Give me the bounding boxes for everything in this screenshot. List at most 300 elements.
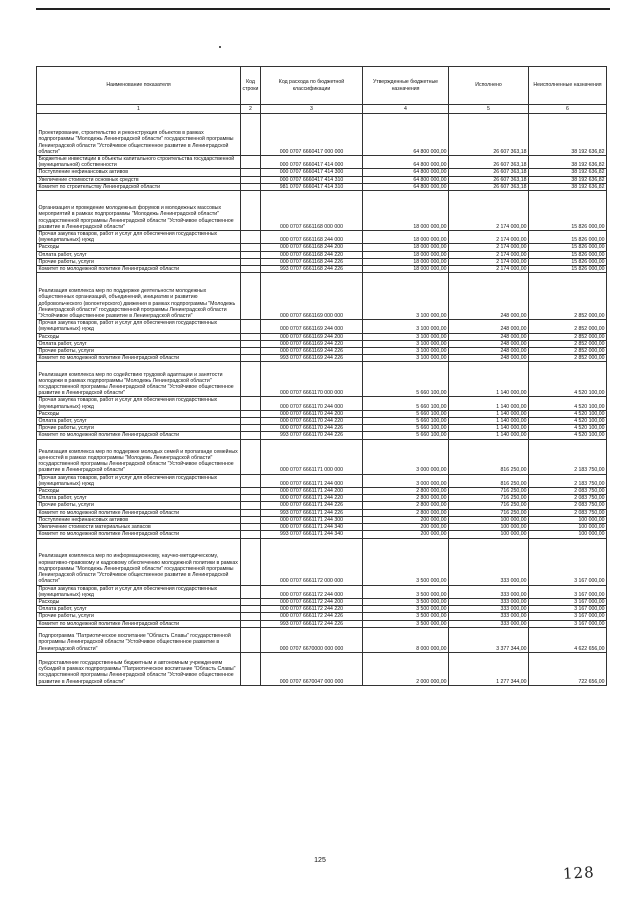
row-approved-amount: 3 500 000,00: [363, 613, 449, 620]
row-expense-code: 000 0707 6661170 000 000: [261, 362, 363, 397]
row-unexecuted-amount: 2 083 750,00: [529, 509, 607, 516]
row-executed-amount: 2 174 000,00: [449, 266, 529, 273]
row-unexecuted-amount: 2 852 000,00: [529, 333, 607, 340]
table-row: [37, 340, 607, 347]
row-indicator-name: Прочие работы, услуги: [37, 425, 241, 432]
row-unexecuted-amount: 4 520 100,00: [529, 425, 607, 432]
row-executed-amount: 716 250,00: [449, 502, 529, 509]
row-expense-code: 000 0707 6661170 244 200: [261, 410, 363, 417]
row-executed-amount: 333 000,00: [449, 598, 529, 605]
header-indicator-name: Наименование показателя: [37, 67, 241, 105]
row-executed-amount: 248 000,00: [449, 355, 529, 362]
column-number: 3: [261, 105, 363, 114]
row-expense-code: 000 0707 6661169 244 220: [261, 340, 363, 347]
row-executed-amount: 816 250,00: [449, 474, 529, 487]
header-approved: Утвержденные бюджетные назначения: [363, 67, 449, 105]
budget-execution-table: [36, 66, 607, 686]
row-line-code: [241, 169, 261, 176]
row-indicator-name: Комитет по молодежной политике Ленинградской области: [37, 355, 241, 362]
row-line-code: [241, 355, 261, 362]
row-expense-code: 000 0707 6661169 244 200: [261, 333, 363, 340]
column-number: 5: [449, 105, 529, 114]
table-row: [37, 516, 607, 523]
row-indicator-name: Оплата работ, услуг: [37, 418, 241, 425]
row-executed-amount: 333 000,00: [449, 585, 529, 598]
row-line-code: [241, 524, 261, 531]
row-line-code: [241, 606, 261, 613]
row-expense-code: 993 0707 6661171 244 226: [261, 509, 363, 516]
row-approved-amount: 3 500 000,00: [363, 606, 449, 613]
table-row: [37, 524, 607, 531]
table-row: [37, 176, 607, 183]
row-unexecuted-amount: 2 083 750,00: [529, 502, 607, 509]
row-approved-amount: 3 500 000,00: [363, 585, 449, 598]
row-unexecuted-amount: 38 192 636,82: [529, 183, 607, 190]
row-unexecuted-amount: 100 000,00: [529, 516, 607, 523]
row-executed-amount: 1 140 000,00: [449, 418, 529, 425]
row-expense-code: 000 0707 6661171 000 000: [261, 439, 363, 474]
row-indicator-name: Бюджетные инвестиции в объекты капитального строительства государственной (муниципальной) собственности: [37, 156, 241, 169]
row-line-code: [241, 114, 261, 156]
row-approved-amount: 18 000 000,00: [363, 191, 449, 231]
handwritten-sheet-number: 128: [562, 863, 596, 883]
row-approved-amount: 64 800 000,00: [363, 176, 449, 183]
row-approved-amount: 5 660 100,00: [363, 397, 449, 410]
row-unexecuted-amount: 2 183 750,00: [529, 474, 607, 487]
row-approved-amount: 3 100 000,00: [363, 355, 449, 362]
row-approved-amount: 200 000,00: [363, 516, 449, 523]
row-expense-code: 000 0707 6661171 244 200: [261, 488, 363, 495]
row-approved-amount: 2 000 000,00: [363, 652, 449, 685]
row-executed-amount: 716 250,00: [449, 509, 529, 516]
row-unexecuted-amount: 15 826 000,00: [529, 231, 607, 244]
row-expense-code: 000 0707 6661170 244 220: [261, 418, 363, 425]
row-expense-code: 993 0707 6661172 244 226: [261, 620, 363, 627]
table-row: [37, 114, 607, 156]
row-line-code: [241, 502, 261, 509]
row-indicator-name: Реализация комплекса мер по содействию трудовой адаптации и занятости молодежи в рамках подпрограммы "Молодежь Ленинградской области" государственной программы Ленинградской области "Устойчивое общественное развитие в Ленинградской области": [37, 362, 241, 397]
row-line-code: [241, 425, 261, 432]
row-approved-amount: 5 660 100,00: [363, 418, 449, 425]
row-expense-code: 000 0707 6660417 414 300: [261, 169, 363, 176]
row-indicator-name: Подпрограмма "Патриотическое воспитание "Область Славы" государственной программы Ленинградской области "Устойчивое общественное развитие в Ленинградской области": [37, 627, 241, 652]
table-row: [37, 169, 607, 176]
table-row: [37, 231, 607, 244]
row-expense-code: 000 0707 6660417 414 310: [261, 176, 363, 183]
row-executed-amount: 248 000,00: [449, 348, 529, 355]
row-executed-amount: 333 000,00: [449, 613, 529, 620]
row-executed-amount: 2 174 000,00: [449, 244, 529, 251]
row-executed-amount: 1 277 344,00: [449, 652, 529, 685]
row-executed-amount: 3 377 344,00: [449, 627, 529, 652]
table-row: [37, 620, 607, 627]
row-approved-amount: 2 800 000,00: [363, 495, 449, 502]
row-indicator-name: Прочая закупка товаров, работ и услуг для обеспечения государственных (муниципальных) нужд: [37, 585, 241, 598]
row-indicator-name: Прочая закупка товаров, работ и услуг для обеспечения государственных (муниципальных) нужд: [37, 397, 241, 410]
row-line-code: [241, 266, 261, 273]
row-unexecuted-amount: 100 000,00: [529, 531, 607, 538]
row-executed-amount: 2 174 000,00: [449, 191, 529, 231]
row-executed-amount: 716 250,00: [449, 488, 529, 495]
row-expense-code: 000 0707 6661172 244 220: [261, 606, 363, 613]
row-indicator-name: Прочая закупка товаров, работ и услуг для обеспечения государственных (муниципальных) нужд: [37, 474, 241, 487]
row-expense-code: 000 0707 6661171 244 220: [261, 495, 363, 502]
row-line-code: [241, 509, 261, 516]
row-executed-amount: 1 140 000,00: [449, 425, 529, 432]
row-line-code: [241, 156, 261, 169]
row-line-code: [241, 598, 261, 605]
row-line-code: [241, 613, 261, 620]
table-row: [37, 652, 607, 685]
row-executed-amount: 333 000,00: [449, 620, 529, 627]
row-indicator-name: Прочая закупка товаров, работ и услуг для обеспечения государственных (муниципальных) нужд: [37, 231, 241, 244]
row-unexecuted-amount: 15 826 000,00: [529, 258, 607, 265]
top-border-line: [36, 8, 610, 10]
row-approved-amount: 18 000 000,00: [363, 258, 449, 265]
table-row: [37, 348, 607, 355]
row-indicator-name: Увеличение стоимости материальных запасов: [37, 524, 241, 531]
row-expense-code: 000 0707 6661170 244 226: [261, 425, 363, 432]
row-unexecuted-amount: 3 167 000,00: [529, 620, 607, 627]
row-executed-amount: 26 607 363,18: [449, 183, 529, 190]
row-unexecuted-amount: 2 083 750,00: [529, 488, 607, 495]
row-line-code: [241, 620, 261, 627]
table-row: [37, 191, 607, 231]
column-number: 2: [241, 105, 261, 114]
header-unexecuted: Неисполненные назначения: [529, 67, 607, 105]
row-unexecuted-amount: 2 852 000,00: [529, 348, 607, 355]
row-approved-amount: 18 000 000,00: [363, 231, 449, 244]
row-line-code: [241, 627, 261, 652]
row-indicator-name: Прочие работы, услуги: [37, 258, 241, 265]
table-row: [37, 627, 607, 652]
row-line-code: [241, 176, 261, 183]
row-expense-code: 981 0707 6660417 414 310: [261, 183, 363, 190]
row-expense-code: 000 0707 6660417 414 000: [261, 156, 363, 169]
row-unexecuted-amount: 15 826 000,00: [529, 244, 607, 251]
row-expense-code: 000 0707 6661172 244 226: [261, 613, 363, 620]
row-expense-code: 000 0707 6661170 244 000: [261, 397, 363, 410]
row-executed-amount: 26 607 363,18: [449, 169, 529, 176]
row-executed-amount: 248 000,00: [449, 273, 529, 320]
header-expense-code: Код расхода по бюджетной классификации: [261, 67, 363, 105]
row-line-code: [241, 585, 261, 598]
row-executed-amount: 100 000,00: [449, 531, 529, 538]
row-indicator-name: Прочие работы, услуги: [37, 502, 241, 509]
row-expense-code: 000 0707 6661168 244 220: [261, 251, 363, 258]
header-executed: Исполнено: [449, 67, 529, 105]
row-executed-amount: 1 140 000,00: [449, 397, 529, 410]
page-number: 125: [314, 857, 326, 864]
row-executed-amount: 2 174 000,00: [449, 258, 529, 265]
row-line-code: [241, 432, 261, 439]
row-line-code: [241, 538, 261, 585]
row-indicator-name: Расходы: [37, 333, 241, 340]
row-unexecuted-amount: 15 826 000,00: [529, 266, 607, 273]
table-row: [37, 362, 607, 397]
row-indicator-name: Комитет по молодежной политике Ленинградской области: [37, 531, 241, 538]
table-row: [37, 509, 607, 516]
table-row: [37, 474, 607, 487]
row-expense-code: 000 0707 6661168 244 000: [261, 231, 363, 244]
row-indicator-name: Комитет по молодежной политике Ленинградской области: [37, 509, 241, 516]
row-unexecuted-amount: 3 167 000,00: [529, 613, 607, 620]
row-executed-amount: 248 000,00: [449, 320, 529, 333]
row-expense-code: 000 0707 6661171 244 226: [261, 502, 363, 509]
row-unexecuted-amount: 3 167 000,00: [529, 538, 607, 585]
row-expense-code: 000 0707 6670000 000 000: [261, 627, 363, 652]
row-line-code: [241, 397, 261, 410]
row-indicator-name: Организация и проведение молодежных форумов и молодежных массовых мероприятий в рамках подпрограммы "Молодежь Ленинградской области" государственной программы Ленинградской области "Устойчивое общественное развитие в Ленинградской области": [37, 191, 241, 231]
row-approved-amount: 2 800 000,00: [363, 502, 449, 509]
row-approved-amount: 3 500 000,00: [363, 598, 449, 605]
row-indicator-name: Реализация комплекса мер по поддержке деятельности молодежных общественных организаций, объединений, инициатив и развитию добровольческого (волонтерского) движения в рамках подпрограммы "Молодежь Ленинградской области" государственной программы Ленинградской области "Устойчивое общественное развитие в Ленинградской области": [37, 273, 241, 320]
table-row: [37, 488, 607, 495]
table-row: [37, 251, 607, 258]
row-unexecuted-amount: 38 192 636,82: [529, 169, 607, 176]
row-executed-amount: 333 000,00: [449, 538, 529, 585]
row-unexecuted-amount: 2 183 750,00: [529, 439, 607, 474]
row-line-code: [241, 340, 261, 347]
table-row: [37, 538, 607, 585]
row-line-code: [241, 474, 261, 487]
row-expense-code: 000 0707 6661169 000 000: [261, 273, 363, 320]
row-indicator-name: Оплата работ, услуг: [37, 251, 241, 258]
row-line-code: [241, 251, 261, 258]
row-indicator-name: Оплата работ, услуг: [37, 606, 241, 613]
row-executed-amount: 26 607 363,18: [449, 156, 529, 169]
table-row: [37, 606, 607, 613]
row-approved-amount: 3 500 000,00: [363, 620, 449, 627]
row-unexecuted-amount: 4 520 100,00: [529, 397, 607, 410]
row-line-code: [241, 333, 261, 340]
row-line-code: [241, 410, 261, 417]
row-line-code: [241, 348, 261, 355]
row-expense-code: 000 0707 6661171 244 000: [261, 474, 363, 487]
row-indicator-name: Комитет по молодежной политике Ленинградской области: [37, 266, 241, 273]
row-approved-amount: 3 100 000,00: [363, 340, 449, 347]
row-executed-amount: 1 140 000,00: [449, 410, 529, 417]
table-row: [37, 244, 607, 251]
scan-speck: [219, 46, 221, 48]
row-expense-code: 000 0707 6661171 244 340: [261, 524, 363, 531]
row-unexecuted-amount: 4 520 100,00: [529, 432, 607, 439]
row-expense-code: 000 0707 6661168 000 000: [261, 191, 363, 231]
row-unexecuted-amount: 38 192 636,82: [529, 176, 607, 183]
row-expense-code: 993 0707 6661169 244 226: [261, 355, 363, 362]
row-approved-amount: 3 100 000,00: [363, 348, 449, 355]
row-expense-code: 000 0707 6661169 244 000: [261, 320, 363, 333]
row-line-code: [241, 516, 261, 523]
row-unexecuted-amount: 3 167 000,00: [529, 606, 607, 613]
row-expense-code: 000 0707 6661172 000 000: [261, 538, 363, 585]
row-line-code: [241, 652, 261, 685]
row-unexecuted-amount: 2 083 750,00: [529, 495, 607, 502]
row-indicator-name: Предоставление государственным бюджетным и автономным учреждениям субсидий в рамках подпрограммы "Патриотическое воспитание "Область Славы" государственной программы Ленинградской области "Устойчивое общественное развитие в Ленинградской области": [37, 652, 241, 685]
row-line-code: [241, 418, 261, 425]
row-expense-code: 993 0707 6661170 244 226: [261, 432, 363, 439]
row-approved-amount: 5 660 100,00: [363, 432, 449, 439]
row-indicator-name: Прочие работы, услуги: [37, 348, 241, 355]
row-executed-amount: 2 174 000,00: [449, 251, 529, 258]
row-approved-amount: 200 000,00: [363, 524, 449, 531]
column-number-row: [37, 105, 607, 114]
table-row: [37, 598, 607, 605]
row-unexecuted-amount: 4 520 100,00: [529, 418, 607, 425]
row-executed-amount: 816 250,00: [449, 439, 529, 474]
row-indicator-name: Комитет по строительству Ленинградской области: [37, 183, 241, 190]
row-line-code: [241, 258, 261, 265]
row-approved-amount: 18 000 000,00: [363, 266, 449, 273]
table-row: [37, 531, 607, 538]
table-row: [37, 495, 607, 502]
row-indicator-name: Реализация комплекса мер по поддержке молодых семей и пропаганде семейных ценностей в рамках подпрограммы "Молодежь Ленинградской области" государственной программы Ленинградской области "Устойчивое общественное развитие в Ленинградской области": [37, 439, 241, 474]
row-approved-amount: 200 000,00: [363, 531, 449, 538]
row-expense-code: 993 0707 6661168 244 226: [261, 266, 363, 273]
row-approved-amount: 3 000 000,00: [363, 439, 449, 474]
row-approved-amount: 64 800 000,00: [363, 114, 449, 156]
row-unexecuted-amount: 38 192 636,82: [529, 114, 607, 156]
row-line-code: [241, 439, 261, 474]
table-row: [37, 258, 607, 265]
row-indicator-name: Проектирование, строительство и реконструкция объектов в рамках подпрограммы "Молодежь Ленинградской области" государственной программы Ленинградской области "Устойчивое общественное развитие в Ленинградской области": [37, 114, 241, 156]
row-unexecuted-amount: 38 192 636,82: [529, 156, 607, 169]
row-unexecuted-amount: 4 622 656,00: [529, 627, 607, 652]
row-line-code: [241, 495, 261, 502]
row-expense-code: 000 0707 6670047 000 000: [261, 652, 363, 685]
row-unexecuted-amount: 3 167 000,00: [529, 598, 607, 605]
row-line-code: [241, 183, 261, 190]
table-row: [37, 355, 607, 362]
table-row: [37, 613, 607, 620]
row-unexecuted-amount: 2 852 000,00: [529, 320, 607, 333]
row-approved-amount: 2 800 000,00: [363, 488, 449, 495]
table-row: [37, 502, 607, 509]
row-approved-amount: 5 660 100,00: [363, 425, 449, 432]
row-unexecuted-amount: 100 000,00: [529, 524, 607, 531]
row-indicator-name: Оплата работ, услуг: [37, 340, 241, 347]
row-executed-amount: 1 140 000,00: [449, 432, 529, 439]
row-indicator-name: Расходы: [37, 244, 241, 251]
column-number: 6: [529, 105, 607, 114]
row-executed-amount: 2 174 000,00: [449, 231, 529, 244]
table-row: [37, 432, 607, 439]
table-row: [37, 425, 607, 432]
row-approved-amount: 3 500 000,00: [363, 538, 449, 585]
row-executed-amount: 248 000,00: [449, 340, 529, 347]
header-line-code: Код строки: [241, 67, 261, 105]
table-row: [37, 183, 607, 190]
row-approved-amount: 3 100 000,00: [363, 333, 449, 340]
row-approved-amount: 5 660 100,00: [363, 410, 449, 417]
row-approved-amount: 64 800 000,00: [363, 183, 449, 190]
row-line-code: [241, 362, 261, 397]
row-expense-code: 993 0707 6661171 244 340: [261, 531, 363, 538]
row-unexecuted-amount: 2 852 000,00: [529, 355, 607, 362]
table-row: [37, 273, 607, 320]
row-unexecuted-amount: 4 520 100,00: [529, 410, 607, 417]
row-approved-amount: 2 800 000,00: [363, 509, 449, 516]
row-executed-amount: 100 000,00: [449, 524, 529, 531]
row-executed-amount: 26 607 363,18: [449, 176, 529, 183]
row-unexecuted-amount: 15 826 000,00: [529, 191, 607, 231]
table-body: [37, 114, 607, 686]
row-line-code: [241, 191, 261, 231]
row-executed-amount: 333 000,00: [449, 606, 529, 613]
row-expense-code: 000 0707 6661171 244 300: [261, 516, 363, 523]
row-unexecuted-amount: 15 826 000,00: [529, 251, 607, 258]
row-line-code: [241, 231, 261, 244]
row-indicator-name: Поступление нефинансовых активов: [37, 169, 241, 176]
column-number: 4: [363, 105, 449, 114]
row-approved-amount: 64 800 000,00: [363, 169, 449, 176]
row-line-code: [241, 320, 261, 333]
table-row: [37, 333, 607, 340]
row-executed-amount: 100 000,00: [449, 516, 529, 523]
row-expense-code: 000 0707 6661168 244 200: [261, 244, 363, 251]
table-row: [37, 156, 607, 169]
row-approved-amount: 8 000 000,00: [363, 627, 449, 652]
row-approved-amount: 3 100 000,00: [363, 320, 449, 333]
row-indicator-name: Прочая закупка товаров, работ и услуг для обеспечения государственных (муниципальных) нужд: [37, 320, 241, 333]
row-approved-amount: 18 000 000,00: [363, 244, 449, 251]
row-indicator-name: Расходы: [37, 488, 241, 495]
row-indicator-name: Оплата работ, услуг: [37, 495, 241, 502]
row-expense-code: 000 0707 6661169 244 226: [261, 348, 363, 355]
row-line-code: [241, 488, 261, 495]
row-unexecuted-amount: 3 167 000,00: [529, 585, 607, 598]
row-approved-amount: 18 000 000,00: [363, 251, 449, 258]
table-row: [37, 320, 607, 333]
row-approved-amount: 3 100 000,00: [363, 273, 449, 320]
table-row: [37, 418, 607, 425]
row-unexecuted-amount: 4 520 100,00: [529, 362, 607, 397]
row-line-code: [241, 273, 261, 320]
table-row: [37, 585, 607, 598]
row-line-code: [241, 531, 261, 538]
table-row: [37, 410, 607, 417]
row-executed-amount: 1 140 000,00: [449, 362, 529, 397]
row-indicator-name: Комитет по молодежной политике Ленинградской области: [37, 432, 241, 439]
row-approved-amount: 5 660 100,00: [363, 362, 449, 397]
row-indicator-name: Увеличение стоимости основных средств: [37, 176, 241, 183]
row-executed-amount: 716 250,00: [449, 495, 529, 502]
row-expense-code: 000 0707 6661172 244 200: [261, 598, 363, 605]
table-row: [37, 266, 607, 273]
row-expense-code: 000 0707 6661168 244 226: [261, 258, 363, 265]
row-unexecuted-amount: 722 656,00: [529, 652, 607, 685]
row-indicator-name: Расходы: [37, 598, 241, 605]
row-indicator-name: Прочие работы, услуги: [37, 613, 241, 620]
table-row: [37, 439, 607, 474]
row-executed-amount: 26 607 363,18: [449, 114, 529, 156]
row-line-code: [241, 244, 261, 251]
row-indicator-name: Комитет по молодежной политике Ленинградской области: [37, 620, 241, 627]
row-approved-amount: 3 000 000,00: [363, 474, 449, 487]
row-indicator-name: Поступление нефинансовых активов: [37, 516, 241, 523]
row-approved-amount: 64 800 000,00: [363, 156, 449, 169]
row-expense-code: 000 0707 6661172 244 000: [261, 585, 363, 598]
row-indicator-name: Расходы: [37, 410, 241, 417]
row-unexecuted-amount: 2 852 000,00: [529, 273, 607, 320]
row-indicator-name: Реализация комплекса мер по информационному, научно-методическому, нормативно-правовому и кадровому обеспечению молодежной политики в рамках подпрограммы "Молодежь Ленинградской области" государственной программы Ленинградской области "Устойчивое общественное развитие в Ленинградской области": [37, 538, 241, 585]
table-row: [37, 397, 607, 410]
column-number: 1: [37, 105, 241, 114]
row-expense-code: 000 0707 6660417 000 000: [261, 114, 363, 156]
row-unexecuted-amount: 2 852 000,00: [529, 340, 607, 347]
row-executed-amount: 248 000,00: [449, 333, 529, 340]
table-header-row: [37, 67, 607, 105]
